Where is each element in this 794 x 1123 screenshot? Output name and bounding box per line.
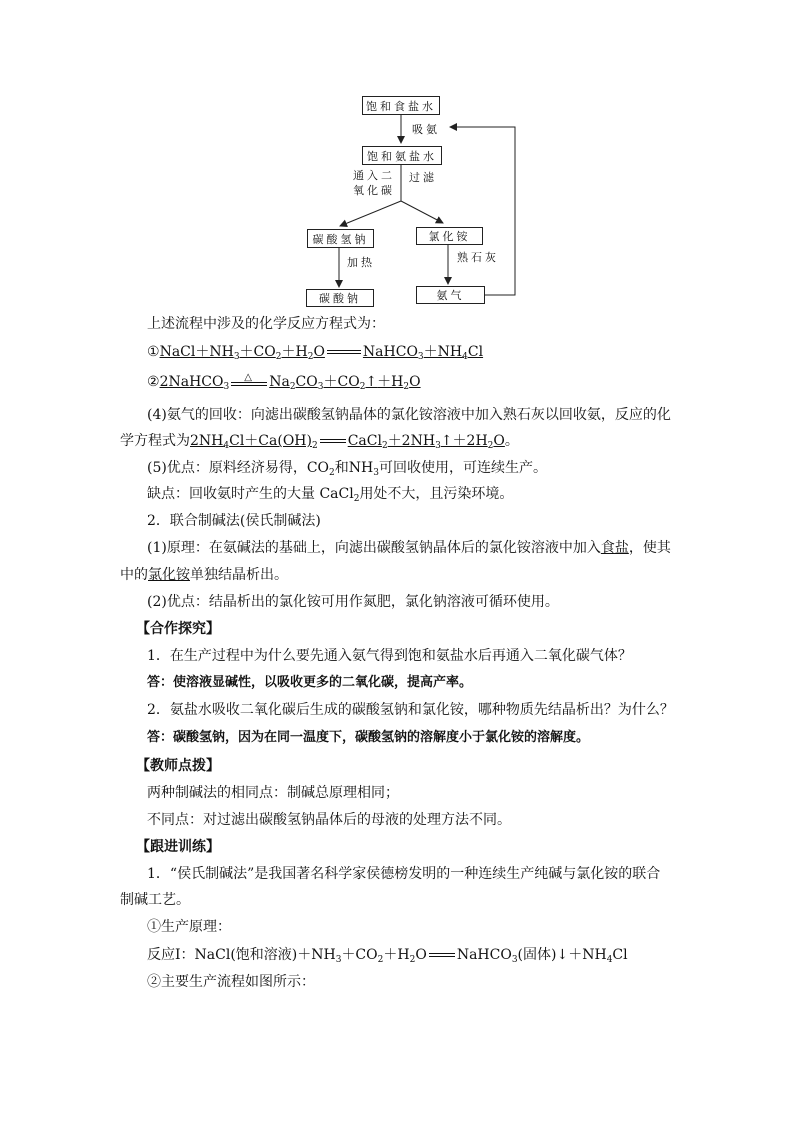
flowchart — [0, 0, 794, 310]
para-5: (5)优点：原料经济易得，$CO_2$和$NH_3$可回收使用，可连续生产。 — [147, 460, 547, 478]
answer-1: 答：使溶液显碱性，以吸收更多的二氧化碳，提高产率。 — [147, 675, 473, 690]
eq1-num: ① — [147, 344, 160, 360]
heading-combined-process: 2．联合制碱法(侯氏制碱法) — [147, 513, 321, 529]
arrow-recycle-ammonia — [450, 127, 515, 295]
para-7-line2: 中的氯化铵单独结晶析出。 — [120, 567, 288, 583]
box-ammonium-chloride: 氯化铵 — [416, 227, 483, 245]
label-filter: 过滤 — [409, 171, 437, 184]
box-saturated-brine: 饱和食盐水 — [362, 96, 440, 115]
eq2-num: ② — [147, 374, 160, 390]
eq1-body: $NaCl+NH_3+CO_2+H_2O$ $NaHCO_3+NH_4Cl$ — [159, 344, 484, 362]
para-7-line1: (1)原理：在氨碱法的基础上，向滤出碳酸氢钠晶体后的氯化铵溶液中加入食盐，使其 — [147, 540, 671, 556]
box-sodium-bicarbonate: 碳酸氢钠 — [307, 229, 374, 248]
box-sodium-carbonate: 碳酸钠 — [306, 289, 374, 307]
question-2: 2．氨盐水吸收二氧化碳后生成的碳酸氢钠和氯化铵，哪种物质先结晶析出？为什么？ — [147, 702, 674, 718]
question-1: 1．在生产过程中为什么要先通入氨气得到饱和氨盐水后再通入二氧化碳气体？ — [147, 648, 632, 664]
exercise-flow-intro: ②主要生产流程如图所示： — [147, 974, 315, 990]
section-teacher-tips: 【教师点拨】 — [136, 758, 220, 774]
eq2-body: 2NaHCO$_3$ △ $Na_2CO_3+CO_2↑+H_2O$ — [159, 372, 421, 392]
arrow-to-nh4cl — [401, 201, 443, 223]
label-co2-line2: 氧化碳 — [353, 184, 395, 197]
tip-2: 不同点：对过滤出碳酸氢钠晶体后的母液的处理方法不同。 — [147, 812, 511, 828]
para-4-line2: 学方程式为$2NH_4Cl+Ca(OH)_2$ $CaCl_2+2NH_3↑+2H_2O$。 — [120, 433, 519, 451]
section-cooperative-inquiry: 【合作探究】 — [136, 621, 220, 637]
equation-3: $2NH_4Cl+Ca(OH)_2$ $CaCl_2+2NH_3↑+2H_2O$ — [190, 433, 505, 451]
intro-line: 上述流程中涉及的化学反应方程式为： — [147, 316, 385, 332]
exercise-principle: ①生产原理： — [147, 919, 231, 935]
tip-1: 两种制碱法的相同点：制碱总原理相同； — [147, 785, 399, 801]
label-slaked-lime: 熟石灰 — [457, 251, 499, 264]
section-follow-up-training: 【跟进训练】 — [136, 839, 220, 855]
equation-2 — [147, 372, 421, 392]
eq2-heat-equals: △ — [231, 374, 267, 390]
answer-2: 答：碳酸氢钠，因为在同一温度下，碳酸氢钠的溶解度小于氯化铵的溶解度。 — [147, 730, 590, 745]
box-ammonia-gas: 氨气 — [416, 286, 485, 304]
label-heat: 加热 — [347, 256, 375, 269]
equation-4: 反应Ⅰ：NaCl(饱和溶液)$+NH_3+CO_2+H_2O$ NaHCO$_3$(固体)$↓+NH_4Cl$ — [147, 947, 628, 965]
exercise-1-line1: 1．“侯氏制碱法”是我国著名科学家侯德榜发明的一种连续生产纯碱与氯化铵的联合 — [147, 866, 661, 882]
para-4-line1: (4)氨气的回收：向滤出碳酸氢钠晶体的氯化铵溶液中加入熟石灰以回收氨，反应的化 — [147, 407, 671, 423]
eq1-equals — [327, 350, 361, 354]
label-co2-line1: 通入二 — [353, 169, 395, 182]
exercise-1-line2: 制碱工艺。 — [120, 892, 190, 908]
arrow-to-nahco3 — [340, 201, 401, 226]
para-6: 缺点：回收氨时产生的大量 CaCl$_2$用处不大，且污染环境。 — [147, 486, 514, 504]
para-8: (2)优点：结晶析出的氯化铵可用作氮肥，氯化钠溶液可循环使用。 — [147, 594, 559, 610]
label-absorb-ammonia: 吸氨 — [412, 123, 440, 136]
box-saturated-ammonia-brine: 饱和氨盐水 — [362, 146, 442, 165]
equation-1 — [147, 342, 483, 362]
